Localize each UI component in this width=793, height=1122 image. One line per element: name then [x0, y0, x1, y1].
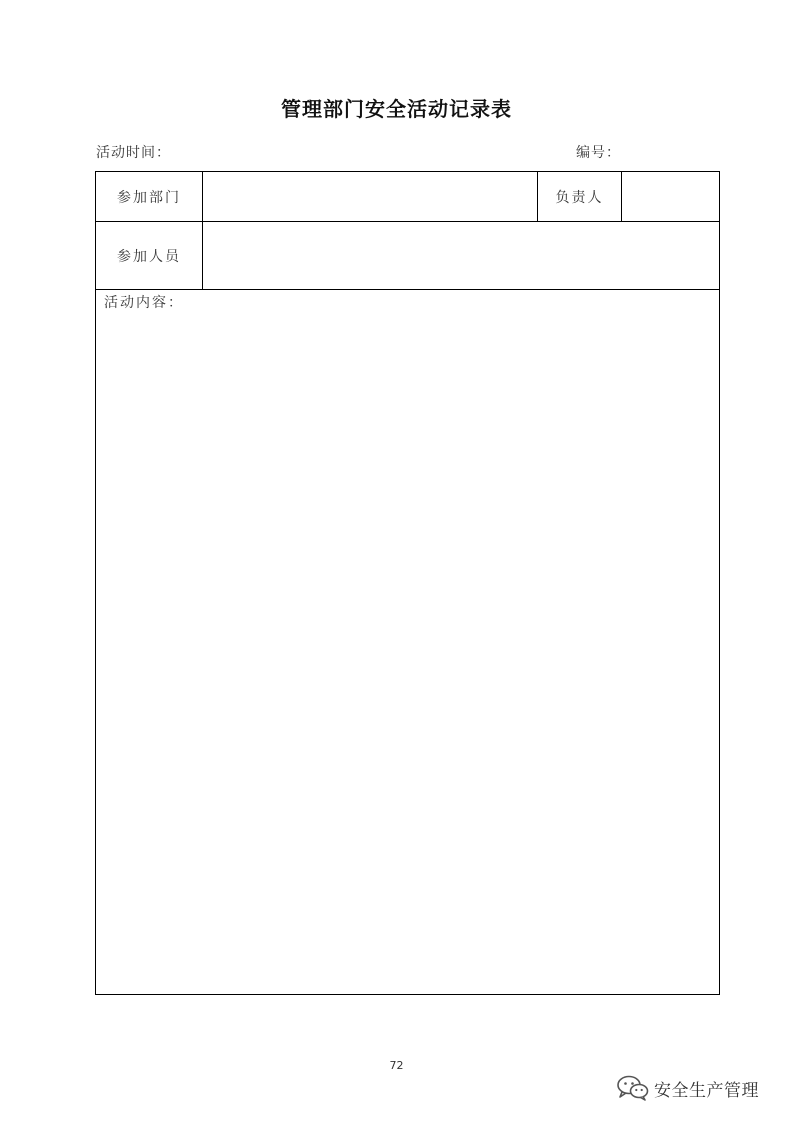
watermark	[616, 1074, 759, 1102]
responsible-person-field[interactable]	[622, 172, 719, 221]
activity-time-label: 活动时间：	[96, 145, 171, 161]
participants-field[interactable]	[203, 222, 719, 289]
activity-record-form	[95, 171, 720, 995]
wechat-icon	[616, 1074, 650, 1102]
activity-content-field[interactable]	[96, 290, 719, 994]
responsible-person-label: 负责人	[555, 190, 604, 206]
participants-label: 参加人员	[117, 249, 181, 265]
serial-number-label: 编号：	[576, 145, 621, 161]
department-label: 参加部门	[117, 190, 181, 206]
watermark-text: 安全生产管理	[654, 1080, 759, 1101]
department-field[interactable]	[203, 172, 537, 221]
page-number: 72	[389, 1059, 404, 1072]
page-title: 管理部门安全活动记录表	[281, 97, 512, 121]
activity-content-label: 活动内容：	[104, 295, 184, 311]
